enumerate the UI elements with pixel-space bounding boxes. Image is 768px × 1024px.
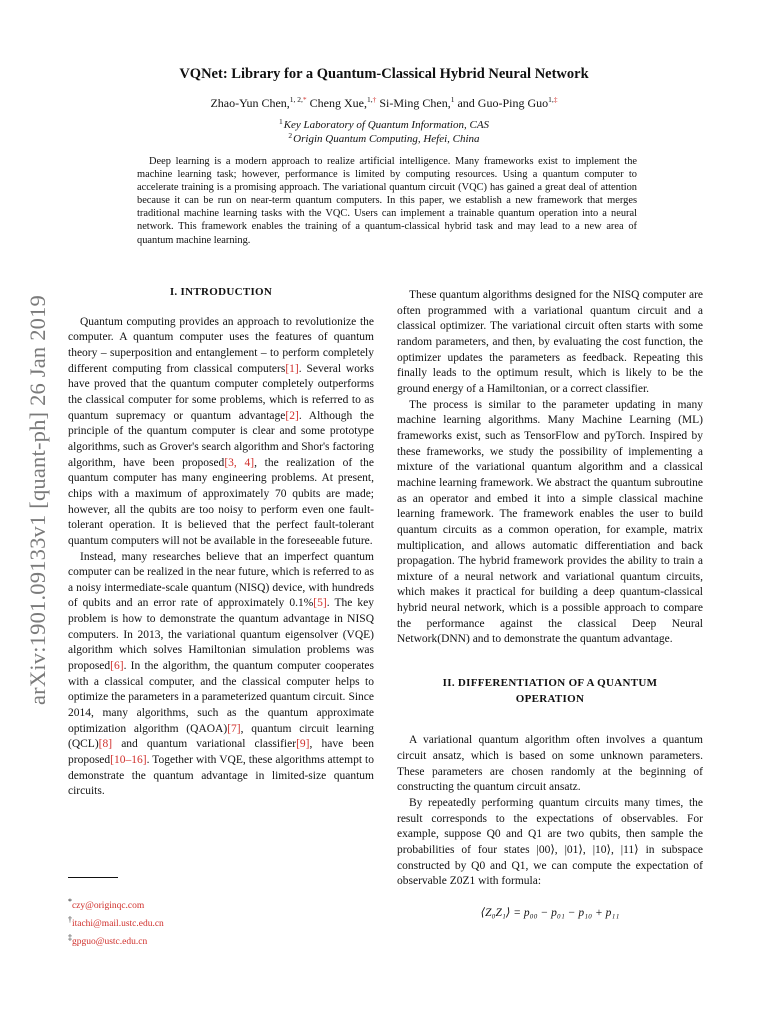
affiliation-2 <box>0 131 768 145</box>
email-link[interactable]: itachi@mail.ustc.edu.cn <box>71 919 164 930</box>
footnote-mark: * <box>68 897 72 906</box>
affiliation-1 <box>0 117 768 131</box>
section-heading-differentiation: II. DIFFERENTIATION OF A QUANTUM OPERATION <box>442 677 658 705</box>
left-column <box>68 285 374 800</box>
author-mark: * <box>302 95 307 104</box>
citation-link[interactable]: [5] <box>313 597 327 610</box>
affiliation-text: Key Laboratory of Quantum Information, CAS <box>283 119 490 131</box>
citation-link[interactable]: [7] <box>227 722 241 735</box>
footnote-mark: † <box>68 915 72 925</box>
citation-link[interactable]: [2] <box>285 409 299 422</box>
citation-link[interactable]: [8] <box>98 738 113 751</box>
footnotes <box>68 895 164 949</box>
footnote-divider <box>68 877 118 878</box>
author-affil: 1, 2, <box>289 95 303 104</box>
citation-link[interactable]: [1] <box>285 362 299 375</box>
citation-link[interactable]: [3, 4] <box>224 456 255 469</box>
author-name: Si-Ming Chen, <box>379 96 451 110</box>
intro-paragraph-4: The process is similar to the parameter updating in many machine learning algorithms. Many Machine Learning (ML) frameworks exist, such as TensorFlow and pyTorch. Inspired by these frameworks, we study the possibility of implementing a mixture of the variational quantum algorithm and a classical machine learning framework. We abstract the quantum subroutine as an operator and embed it into a simple classical machine learning framework. The framework enables the user to build quantum circuits as a common operation, for example, matrix multiplication, and allows automatic differentiation and back propagation. The hybrid framework provides the ability to train a mixture of a neural network and variational quantum circuits, which makes it practical for building a deep quantum-classical hybrid neural network, which is a possible approach to compare the performance against the classical Deep Neural Network(DNN) and to demonstrate the quantum advantage. <box>397 398 703 646</box>
footnote-1 <box>68 895 164 913</box>
expectation-formula: ⟨Z₀Z₁⟩ = p₀₀ − p₀₁ − p₁₀ + p₁₁ <box>480 906 620 919</box>
section2-paragraph-1: A variational quantum algorithm often involves a quantum circuit ansatz, which is based on some unknown parameters. These parameters are chosen randomly at the beginning of constructing the quantum circuit ansatz. <box>397 734 703 794</box>
affiliation-text: Origin Quantum Computing, Hefei, China <box>293 133 480 145</box>
email-link[interactable]: czy@originqc.com <box>71 901 145 912</box>
author-affil: 1, <box>367 95 373 104</box>
author-mark: ‡ <box>553 95 558 104</box>
author-name: Zhao-Yun Chen, <box>210 96 290 110</box>
citation-link[interactable]: [6] <box>110 660 124 673</box>
paper-title: VQNet: Library for a Quantum-Classical Hybrid Neural Network <box>179 66 589 82</box>
right-column <box>397 288 703 922</box>
author-name: Cheng Xue, <box>309 96 367 110</box>
abstract: Deep learning is a modern approach to realize artificial intelligence. Many frameworks exist to implement the machine learning task; however, performance is limited by computing resources. Using a quantum computer to accelerate training is a promising approach. The variational quantum circuit (VQC) has gained a great deal of attention because it can be run on near-term quantum computers. In this paper, we establish a new framework that merges traditional machine learning tasks with the VQC. Users can implement a trainable quantum operation into a neural network. This framework enables the training of a quantum-classical hybrid task and may lead to a new area of quantum machine learning. <box>137 156 637 246</box>
affiliation-number: 2 <box>288 131 293 140</box>
footnote-mark: ‡ <box>68 933 72 943</box>
citation-link[interactable]: [9] <box>296 738 310 751</box>
intro-paragraph-3: These quantum algorithms designed for the NISQ computer are often programmed with a variational quantum circuit and a classical optimizer. The variational circuit often starts with some random parameters, and then, by evaluating the cost function, the optimizer updates the parameters as feedback. Repeating this finally leads to the optimum result, which is likely to be the ground energy of a Hamiltonian, or a correct classifier. <box>397 289 703 395</box>
author-mark: † <box>372 95 377 104</box>
intro-paragraph-2: Instead, many researches believe that an imperfect quantum computer can be realized in the near future, which is referred to as a noisy intermediate-scale quantum (NISQ) device, with hundreds of qubits and an error rate of approximately 0.1%[5]. The key problem is how to demonstrate the quantum advantage in NISQ computers. In 2013, the variational quantum eigensolver (VQE) algorithm which solves Hamiltonian simulation problems was proposed[6]. In the algorithm, the quantum computer cooperates with a classical computer, and the classical computer helps to optimize the parameters in a parameterized quantum circuit. Since 2014, many algorithms, such as the quantum approximate optimization algorithm (QAOA)[7], quantum circuit learning (QCL)[8] and quantum variational classifier[9], have been proposed[10–16]. Together with VQE, these algorithms attempt to demonstrate the quantum advantage in limited-size quantum circuits. <box>68 550 375 798</box>
footnote-2 <box>68 913 164 931</box>
citation-link[interactable]: [10–16] <box>110 754 147 767</box>
section-heading-introduction: I. INTRODUCTION <box>169 286 273 298</box>
author-affil: 1 <box>450 95 455 104</box>
arxiv-side-stamp: arXiv:1901.09133v1 [quant-ph] 26 Jan 2019 <box>25 294 50 706</box>
footnote-3 <box>68 931 164 949</box>
section2-paragraph-2: By repeatedly performing quantum circuits many times, the result corresponds to the expectations of observables. For example, suppose Q0 and Q1 are two qubits, then sample the probabilities of four states |00⟩, |01⟩, |10⟩, |11⟩ in subspace constructed by Q0 and Q1, we can compute the expectation of observable Z0Z1 with formula: <box>397 797 703 888</box>
author-line <box>0 95 768 111</box>
email-link[interactable]: gpguo@ustc.edu.cn <box>71 937 148 948</box>
intro-paragraph-1: Quantum computing provides an approach to revolutionize the computer. A quantum computer uses the features of quantum theory – superposition and entanglement – to perform completely different computing from classical computers[1]. Several works have proved that the quantum computer completely outperforms the classical computer for some problems, which is referred to as quantum supremacy or quantum advantage[2]. Although the principle of the quantum computer is clear and some prototype algorithms, such as Grover's search algorithm and Shor's factoring algorithm, have been proposed[3, 4], the realization of the quantum computer has many engineering problems. At present, chips with a maximum of approximately 70 qubits are made; however, all the qubits are too noisy to perform even one fault-tolerant operation. It is believed that the perfect fault-tolerant quantum computers will not be available in the foreseeable future. <box>68 315 375 547</box>
affiliation-number: 1 <box>278 117 283 126</box>
author-affil: 1, <box>548 95 554 104</box>
author-name: and Guo-Ping Guo <box>457 96 549 110</box>
